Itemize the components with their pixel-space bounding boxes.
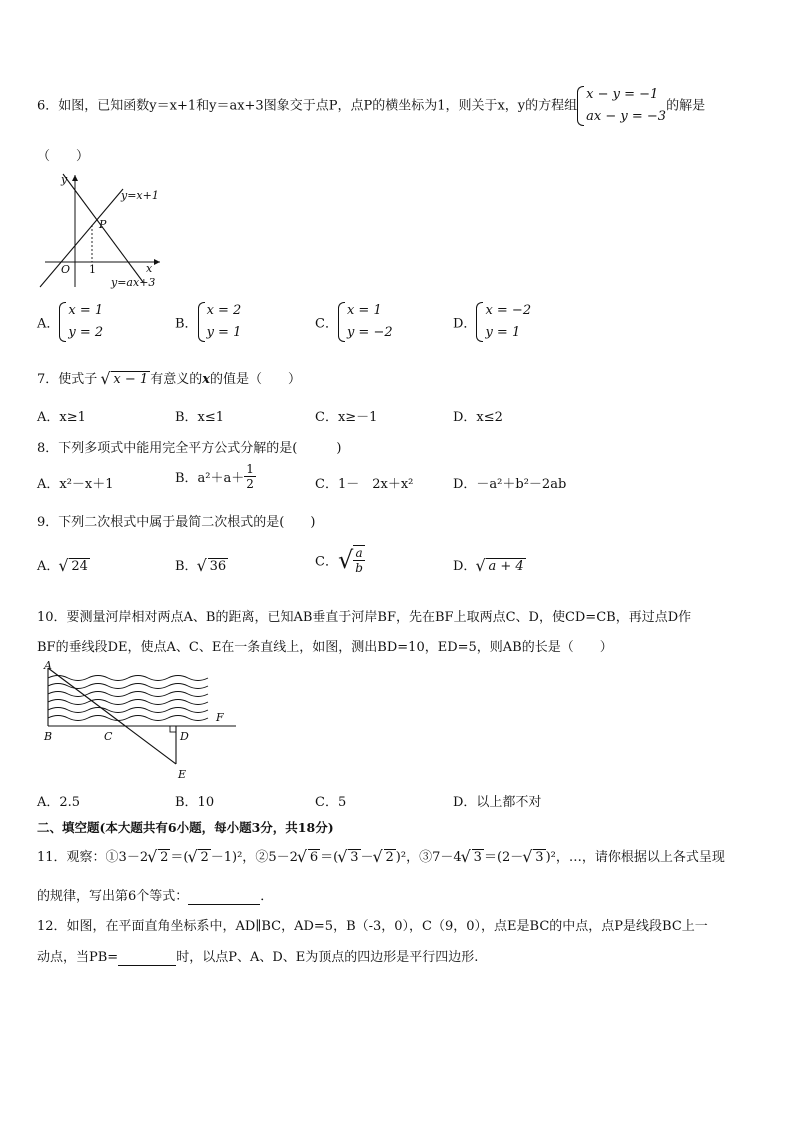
q6-option-c[interactable]: C． x = 1 y = −2 — [315, 300, 393, 344]
q6-equation-system: x − y = −1 ax − y = −3 — [577, 84, 666, 128]
q7-option-a[interactable]: A．x≥1 — [37, 410, 86, 425]
q9-option-d[interactable]: D．√ a + 4 — [453, 555, 526, 574]
q7-option-b[interactable]: B．x≤1 — [175, 410, 225, 425]
q10-stem-line2: BF的垂线段DE，使点A、C、E在一条直线上，如图，测出BD=10，ED=5，则AB的长是（ ） — [37, 640, 613, 655]
q6-line2-label: y=ax+3 — [111, 276, 156, 289]
q10-label-f: F — [216, 711, 224, 724]
q10-stem-line1: 10．要测量河岸相对两点A、B的距离，已知AB垂直于河岸BF，先在BF上取两点C、D，使CD=CB，再过点D作 — [37, 610, 692, 625]
q6-y-axis-label: y — [61, 173, 68, 186]
q6-x-axis-label: x — [146, 262, 153, 275]
q6-line1-label: y=x+1 — [121, 189, 159, 202]
q6-stem-line — [37, 84, 705, 129]
q10-label-c: C — [104, 730, 113, 743]
q6-option-b[interactable]: B． x = 2 y = 1 — [175, 300, 241, 344]
q6-point-label: P — [99, 218, 107, 231]
q6-option-d[interactable]: D． x = −2 y = 1 — [453, 300, 531, 344]
q8-fraction: $\frac{1}{2}$ — [246, 462, 254, 491]
q9-stem: 9．下列二次根式中属于最简二次根式的是( ) — [37, 515, 316, 530]
q6-stem: 6．如图，已知函数y＝x+1和y＝ax+3图象交于点P，点P的横坐标为1，则关于x，y的方程组 — [37, 98, 578, 114]
q10-label-b: B — [44, 730, 53, 743]
q12-answer-blank[interactable] — [118, 950, 176, 966]
q11-line1: 11．观察：①3－2√ 2 ＝(√ 2 －1)²，②5－2√ 6 ＝(√ 3 －√ 2 )²，③7－4√ 3 ＝(2－√ 3 )²，…，请你根据以上各式呈现 — [37, 846, 725, 865]
q9-option-a[interactable]: A．√ 24 — [37, 555, 90, 574]
q12-line1: 12．如图，在平面直角坐标系中，AD∥BC，AD=5，B（-3，0），C（9，0），点E是BC的中点，点P是线段BC上一 — [37, 919, 708, 934]
q7-stem: 7．使式子 √ x − 1 有意义的x的值是（ ） — [37, 368, 301, 387]
q9-option-c[interactable]: C．√ $\frac{a}{b}$ — [315, 546, 363, 575]
q10-label-d: D — [180, 730, 189, 743]
q8-option-c[interactable]: C．1－ 2x＋x² — [315, 477, 414, 492]
q6-paren: （ ） — [37, 149, 90, 164]
q10-label-e: E — [178, 768, 187, 781]
q10-label-a: A — [44, 660, 52, 672]
q6-graph — [35, 172, 165, 292]
q9-option-b[interactable]: B．√ 36 — [175, 555, 228, 574]
q10-figure — [38, 660, 248, 785]
q6-tick-label: 1 — [89, 263, 96, 276]
q8-stem: 8．下列多项式中能用完全平方公式分解的是( ) — [37, 441, 342, 456]
q8-option-a[interactable]: A．x²－x＋1 — [37, 477, 114, 492]
section-2-heading: 二、填空题(本大题共有6小题，每小题3分，共18分) — [37, 820, 334, 835]
q6-option-a[interactable]: A． x = 1 y = 2 — [37, 300, 103, 344]
q8-option-d[interactable]: D．－a²＋b²－2ab — [453, 477, 567, 492]
q10-option-d[interactable]: D．以上都不对 — [453, 795, 542, 810]
q6-tail: 的解是 — [666, 98, 706, 114]
q11-answer-blank[interactable] — [188, 889, 260, 905]
q10-option-c[interactable]: C．5 — [315, 795, 347, 810]
q6-origin-label: O — [61, 263, 71, 276]
q11-line2: 的规律，写出第6个等式： ． — [37, 889, 274, 904]
q8-option-b[interactable]: B．a²＋a＋ $\frac{1}{2}$ — [175, 462, 254, 491]
q7-radical: √ x − 1 — [101, 371, 150, 387]
q12-line2: 动点，当PB= 时，以点P、A、D、E为顶点的四边形是平行四边形. — [37, 950, 479, 965]
q10-option-a[interactable]: A．2.5 — [37, 795, 81, 810]
q7-option-c[interactable]: C．x≥－1 — [315, 410, 378, 425]
q10-option-b[interactable]: B．10 — [175, 795, 215, 810]
q7-option-d[interactable]: D．x≤2 — [453, 410, 503, 425]
